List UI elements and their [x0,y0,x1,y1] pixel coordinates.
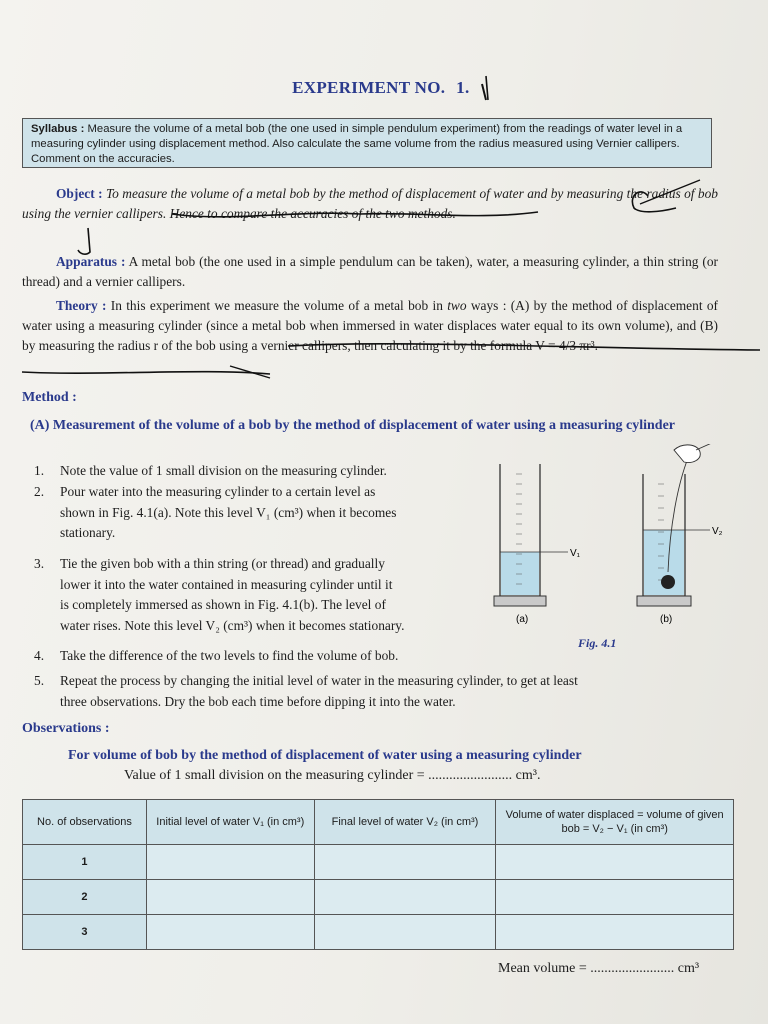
figure-caption: Fig. 4.1 [578,636,617,650]
observations-heading: Observations : [22,721,110,736]
step-text [60,554,404,636]
cell-v1[interactable] [146,880,314,915]
division-value-line: Value of 1 small division on the measuring cylinder = ........................ cm³. [124,768,541,783]
step-number: 2. [34,484,45,499]
step-number: 1. [34,463,45,478]
step-line: stationary. [60,525,116,540]
cell-v2[interactable] [314,915,496,950]
step-line: Pour water into the measuring cylinder to a certain level as [60,484,376,499]
apparatus-label: Apparatus : [56,254,126,269]
cell-v1[interactable] [146,845,314,880]
table-header-row [23,800,734,845]
method-heading: Method : [22,390,77,405]
row-number: 3 [23,915,147,950]
step-line: is completely immersed as shown in Fig. 4.1(b). The level of [60,597,386,612]
syllabus-box [22,118,712,168]
cell-volume[interactable] [496,915,734,950]
mean-volume-line: Mean volume = ........................ cm³ [498,961,700,976]
step-text [60,646,398,667]
v2-label: V₂ [712,526,723,537]
theory-text-2: ways : (A) by the method of displacement of water using a measuring cylinder (since a metal bob when immersed in water displaces water equal to its own volume), and (B) by measuring the radius r of the bob using a vernier callipers, then calculating it by the formula V = 4/3 πr³. [22,298,718,353]
apparatus-text: A metal bob (the one used in a simple pendulum can be taken), water, a measuring cylinder, a thin string (or thread) and a vernier callipers. [22,254,719,289]
syllabus-text: Measure the volume of a metal bob (the one used in simple pendulum experiment) from the readings of water level in a measuring cylinder using displacement method. Also calculate the same volume from the radius measured using Vernier callipers. Comment on the accuracies. [31,123,683,165]
cell-volume[interactable] [496,845,734,880]
cell-v1[interactable] [146,915,314,950]
observation-table [22,799,734,950]
theory-label: Theory : [56,298,107,313]
v1-label: V₁ [570,548,581,559]
theory-paragraph [22,296,718,356]
step-text [60,482,396,544]
step-line: Take the difference of the two levels to find the volume of bob. [60,648,399,663]
step-line: Tie the given bob with a thin string (or thread) and gradually [60,556,385,571]
step-text [60,671,578,712]
header-no-of-observations: No. of observations [23,800,147,845]
syllabus-label: Syllabus : [31,123,85,135]
header-final-level: Final level of water V₂ (in cm³) [314,800,496,845]
step-number: 3. [34,556,45,571]
observations-subtitle: For volume of bob by the method of displacement of water using a measuring cylinder [68,748,582,763]
step-number: 5. [34,673,45,688]
cell-volume[interactable] [496,880,734,915]
step-line: Repeat the process by changing the initial level of water in the measuring cylinder, to get at least [60,673,578,688]
table-row [23,880,734,915]
object-text: To measure the volume of a metal bob by the method of displacement of water and by measuring the radius of bob using the vernier callipers. Hence to compare the accuracies of the two methods. [22,186,718,221]
header-initial-level: Initial level of water V₁ (in cm³) [146,800,314,845]
table-row [23,845,734,880]
fig-label-b: (b) [660,614,673,625]
row-number: 2 [23,880,147,915]
object-paragraph [22,184,718,224]
cylinder-a [494,464,568,606]
header-volume-displaced: Volume of water displaced = volume of given bob = V₂ − V₁ (in cm³) [496,800,734,845]
step-line: shown in Fig. 4.1(a). Note this level V₁ (cm³) when it becomes [60,504,397,520]
cell-v2[interactable] [314,880,496,915]
experiment-number: 1. [456,78,470,97]
fig-4-1-diagram [488,444,724,654]
step-line: Note the value of 1 small division on the measuring cylinder. [60,463,387,478]
step-text [60,461,387,482]
table-row [23,915,734,950]
method-a-heading: (A) Measurement of the volume of a bob by the method of displacement of water using a measuring cylinder [30,418,675,433]
step-line: water rises. Note this level V₂ (cm³) when it becomes stationary. [60,617,405,633]
experiment-title: EXPERIMENT NO. 1. [0,78,768,98]
fig-label-a: (a) [516,614,529,625]
row-number: 1 [23,845,147,880]
cell-v2[interactable] [314,845,496,880]
theory-text-1: In this experiment we measure the volume of a metal bob in [110,298,443,313]
theory-two: two [447,298,467,313]
apparatus-paragraph [22,252,718,292]
step-number: 4. [34,648,45,663]
cylinder-b [637,444,714,606]
object-label: Object : [56,186,103,201]
step-line: three observations. Dry the bob each time before dipping it into the water. [60,693,456,709]
step-line: lower it into the water contained in measuring cylinder until it [60,576,393,592]
